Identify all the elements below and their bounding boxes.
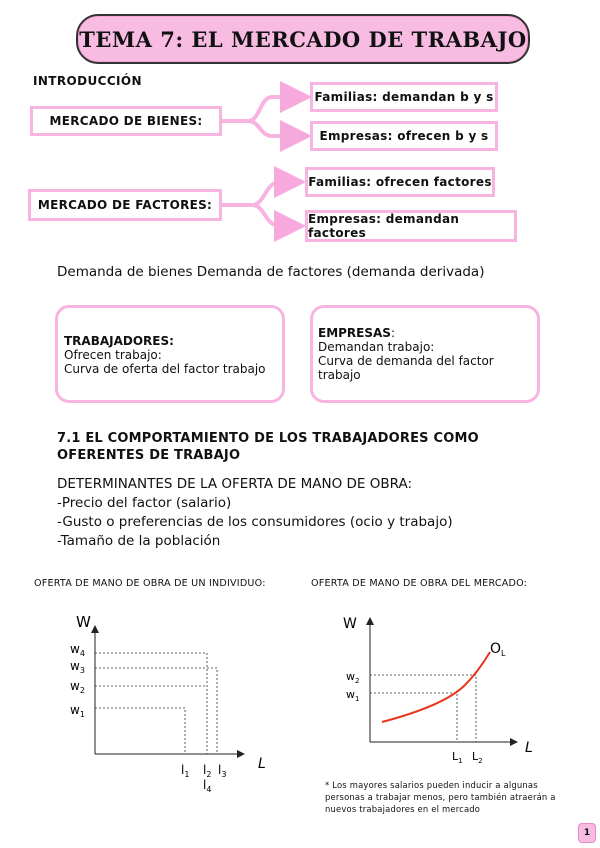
market-note-line-3: nuevos trabajadores en el mercado xyxy=(325,804,481,814)
factor-arrow-families xyxy=(222,182,298,205)
factor-firms-box xyxy=(305,210,517,242)
goods-market-box xyxy=(30,106,222,136)
section-title-line-1: 7.1 EL COMPORTAMIENTO DE LOS TRABAJADORES COMO xyxy=(57,431,479,446)
workers-heading: TRABAJADORES: xyxy=(64,334,174,348)
intro-heading: INTRODUCCIÓN xyxy=(33,74,142,88)
market-tick-w2: $w_2$ xyxy=(346,670,360,685)
market-note-line-2: personas a trabajar menos, pero también atraerán a xyxy=(325,792,556,802)
market-tick-l2: $L_2$ xyxy=(472,750,483,765)
determinant-item: -Precio del factor (salario) xyxy=(57,495,232,511)
goods-firms-box xyxy=(310,121,498,151)
market-supply-chart xyxy=(300,600,600,780)
factor-arrow-firms xyxy=(222,205,298,226)
individual-x-label: L xyxy=(258,756,266,772)
firms-line-1: Demandan trabajo: xyxy=(318,340,435,354)
determinant-item: -Gusto o preferencias de los consumidores (ocio y trabajo) xyxy=(57,514,453,530)
market-tick-l1: $L_1$ xyxy=(452,750,463,765)
market-tick-w1: $w_1$ xyxy=(346,688,360,703)
factor-market-box xyxy=(28,189,222,221)
market-supply-curve xyxy=(382,652,490,722)
market-y-label: W xyxy=(343,616,357,632)
firms-heading-colon: : xyxy=(390,326,395,340)
workers-box xyxy=(55,305,285,403)
determinants-heading: DETERMINANTES DE LA OFERTA DE MANO DE OBRA: xyxy=(57,476,412,492)
tick-label-w4: $w_4$ xyxy=(70,642,85,658)
firms-heading: EMPRESAS xyxy=(318,326,391,340)
tick-label-l3: $l_3$ xyxy=(218,763,227,779)
firms-line-2: Curva de demanda del factor xyxy=(318,354,494,368)
workers-line-2: Curva de oferta del factor trabajo xyxy=(64,362,266,376)
tick-label-w1: $w_1$ xyxy=(70,703,85,719)
section-title-line-2: OFERENTES DE TRABAJO xyxy=(57,448,241,463)
individual-guide-w3 xyxy=(95,668,217,754)
determinant-item: -Tamaño de la población xyxy=(57,533,221,549)
market-curve-label: $O_L$ xyxy=(490,641,506,658)
goods-arrow-families xyxy=(222,97,304,121)
tick-label-l2: $l_2$ xyxy=(203,763,212,779)
factor-families-box xyxy=(305,167,495,197)
tick-label-l1: $l_1$ xyxy=(181,763,190,779)
workers-line-1: Ofrecen trabajo: xyxy=(64,348,162,362)
goods-firms-label: Empresas: ofrecen b y s xyxy=(319,129,489,143)
tick-label-w2: $w_2$ xyxy=(70,679,85,695)
firms-line-3: trabajo xyxy=(318,368,361,382)
factor-market-label: MERCADO DE FACTORES: xyxy=(37,198,213,212)
individual-guide-w1 xyxy=(95,708,185,754)
individual-y-label: W xyxy=(76,613,91,631)
factor-families-label: Familias: ofrecen factores xyxy=(308,175,492,189)
market-chart-caption: OFERTA DE MANO DE OBRA DEL MERCADO: xyxy=(311,578,528,589)
derived-demand-text: Demanda de bienes Demanda de factores (demanda derivada) xyxy=(57,264,485,280)
page-title: TEMA 7: EL MERCADO DE TRABAJO xyxy=(79,26,527,52)
individual-supply-chart xyxy=(0,600,300,810)
tick-label-l4: $l_4$ xyxy=(203,778,212,794)
firms-box xyxy=(310,305,540,403)
goods-families-label: Familias: demandan b y s xyxy=(314,90,494,104)
determinants-list xyxy=(57,475,453,551)
goods-arrow-firms xyxy=(222,121,304,136)
section-title xyxy=(57,430,479,464)
goods-market-label: MERCADO DE BIENES: xyxy=(49,114,203,128)
individual-chart-caption: OFERTA DE MANO DE OBRA DE UN INDIVIDUO: xyxy=(34,578,266,589)
market-note-line-1: * Los mayores salarios pueden inducir a algunas xyxy=(325,780,538,790)
tick-label-w3: $w_3$ xyxy=(70,659,85,675)
market-note xyxy=(325,779,556,815)
page-number: 1 xyxy=(578,823,596,843)
goods-families-box xyxy=(310,82,498,112)
factor-firms-label: Empresas: demandan factores xyxy=(308,212,460,240)
market-x-label: L xyxy=(525,740,533,756)
